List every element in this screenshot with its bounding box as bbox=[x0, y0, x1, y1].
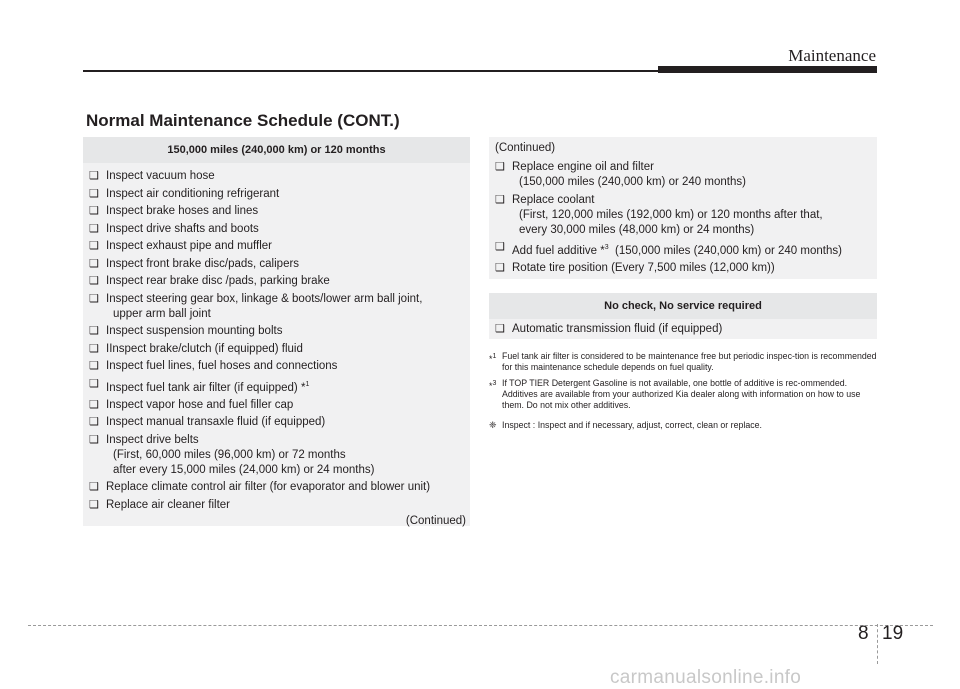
checklist-item bbox=[89, 169, 462, 184]
footnote-1-text: Fuel tank air filter is considered to be maintenance free but periodic inspec-tion is recommended for this maintenance schedule depends on fuel quality. bbox=[502, 351, 877, 372]
footnote-ref: 3 bbox=[604, 244, 609, 251]
checkbox-icon: ❑ bbox=[89, 170, 99, 182]
checklist-item-subtext: (First, 60,000 miles (96,000 km) or 72 months bbox=[113, 448, 346, 461]
header-rule bbox=[83, 70, 658, 72]
chapter-number: 8 bbox=[858, 623, 869, 644]
no-check-item-list bbox=[489, 319, 877, 337]
checklist-item-text: Rotate tire position (Every 7,500 miles (12,000 km)) bbox=[512, 262, 775, 275]
checkbox-icon: ❑ bbox=[495, 262, 505, 275]
checklist-item bbox=[89, 433, 462, 478]
checklist-item-text: Inspect exhaust pipe and muffler bbox=[106, 240, 273, 252]
footnote-3-text: If TOP TIER Detergent Gasoline is not available, one bottle of additive is rec-ommended. Additives are available from your authorized Kia dealer along with information on how to use them. Do not mix other additives. bbox=[502, 378, 861, 410]
checklist-item-text: Inspect drive shafts and boots bbox=[106, 222, 259, 235]
footer-divider bbox=[877, 624, 878, 664]
checklist-item bbox=[495, 261, 869, 276]
checklist-item-text: Inspect brake hoses and lines bbox=[106, 205, 259, 217]
checklist-item-text: Inspect drive belts bbox=[106, 433, 199, 446]
checklist-item-text: Replace climate control air filter (for evaporator and blower unit) bbox=[106, 481, 431, 494]
checklist-item bbox=[89, 498, 462, 513]
checkbox-icon: ❑ bbox=[89, 377, 99, 390]
footnote-ref: 1 bbox=[305, 380, 310, 388]
checkbox-icon: ❑ bbox=[89, 292, 99, 305]
checkbox-icon: ❑ bbox=[89, 481, 99, 494]
checklist-item bbox=[89, 257, 462, 272]
checklist-item bbox=[495, 240, 869, 259]
checkbox-icon: ❑ bbox=[89, 398, 99, 411]
checklist-item-subtext: upper arm ball joint bbox=[113, 307, 211, 320]
checklist-item-text: Inspect steering gear box, linkage & boots/lower arm ball joint, bbox=[106, 292, 423, 305]
continued-label: (Continued) bbox=[405, 515, 466, 528]
checklist-item bbox=[89, 377, 462, 396]
footnote-3 bbox=[489, 378, 879, 411]
checklist-item-text: Add fuel additive * bbox=[512, 244, 605, 257]
checklist-item-text: Replace coolant bbox=[512, 193, 595, 206]
checklist-item-text: Inspect suspension mounting bolts bbox=[106, 325, 283, 337]
checklist-item bbox=[89, 187, 462, 202]
checklist-item bbox=[89, 292, 462, 322]
checklist-item bbox=[89, 359, 462, 374]
footer-dashed-rule bbox=[28, 625, 933, 626]
checklist-item-text: Inspect fuel lines, fuel hoses and connections bbox=[106, 360, 338, 372]
checklist-item-text: Inspect rear brake disc /pads, parking brake bbox=[106, 275, 330, 287]
checkbox-icon: ❑ bbox=[89, 433, 99, 446]
checkbox-icon: ❑ bbox=[495, 323, 505, 335]
checklist-item-subtext: (First, 120,000 miles (192,000 km) or 120 months after that, bbox=[519, 208, 823, 221]
checklist-item-text: Inspect air conditioning refrigerant bbox=[106, 187, 280, 200]
checklist-item-text: IInspect brake/clutch (if equipped) fluid bbox=[106, 342, 303, 355]
checklist-item-subtext: every 30,000 miles (48,000 km) or 24 months) bbox=[519, 223, 755, 236]
header-bar bbox=[658, 66, 877, 73]
no-check-heading: No check, No service required bbox=[489, 293, 877, 319]
checkbox-icon: ❑ bbox=[89, 498, 99, 511]
checklist-item bbox=[89, 324, 462, 339]
checkbox-icon: ❑ bbox=[89, 187, 99, 200]
checkbox-icon: ❑ bbox=[89, 275, 99, 287]
checklist-item bbox=[89, 415, 462, 430]
checkbox-icon: ❑ bbox=[89, 325, 99, 337]
footnote-3-mark: *$^3$ bbox=[489, 380, 497, 391]
inspect-note-mark: ❈ bbox=[489, 420, 497, 430]
checkbox-icon: ❑ bbox=[495, 241, 505, 253]
left-panel-heading: 150,000 miles (240,000 km) or 120 months bbox=[83, 137, 470, 163]
no-check-panel bbox=[489, 293, 877, 339]
checklist-item bbox=[495, 193, 869, 238]
checklist-item bbox=[89, 239, 462, 254]
checkbox-icon: ❑ bbox=[89, 222, 99, 235]
checkbox-icon: ❑ bbox=[89, 342, 99, 355]
checklist-item-text: Replace engine oil and filter bbox=[512, 161, 654, 173]
checklist-item bbox=[89, 480, 462, 495]
inspect-note bbox=[489, 420, 879, 431]
right-item-list bbox=[489, 160, 877, 276]
continued-label-right: (Continued) bbox=[495, 142, 556, 154]
checklist-item bbox=[89, 222, 462, 237]
checklist-item-subtext: (150,000 miles (240,000 km) or 240 months) bbox=[519, 176, 746, 188]
checklist-item bbox=[89, 398, 462, 413]
checkbox-icon: ❑ bbox=[89, 257, 99, 270]
footnote-1 bbox=[489, 351, 879, 373]
checklist-item-text: Replace air cleaner filter bbox=[106, 498, 231, 511]
checklist-item-text: Inspect front brake disc/pads, calipers bbox=[106, 257, 300, 270]
left-item-list bbox=[83, 163, 470, 513]
right-schedule-panel bbox=[489, 137, 877, 279]
checkbox-icon: ❑ bbox=[89, 416, 99, 429]
header-title: Maintenance bbox=[788, 46, 876, 65]
checkbox-icon: ❑ bbox=[495, 193, 505, 206]
checkbox-icon: ❑ bbox=[495, 161, 505, 173]
checklist-item-text: Inspect vacuum hose bbox=[106, 170, 215, 182]
checkbox-icon: ❑ bbox=[89, 240, 99, 252]
checklist-item-text: Automatic transmission fluid (if equipped) bbox=[512, 323, 723, 335]
checklist-item bbox=[89, 204, 462, 219]
checklist-item-tail: (150,000 miles (240,000 km) or 240 months) bbox=[608, 244, 842, 257]
footnote-1-mark: *$^1$ bbox=[489, 353, 497, 364]
checklist-item-text: Inspect manual transaxle fluid (if equipped) bbox=[106, 416, 326, 429]
checklist-item bbox=[495, 322, 869, 337]
checkbox-icon: ❑ bbox=[89, 360, 99, 372]
checkbox-icon: ❑ bbox=[89, 205, 99, 217]
inspect-note-text: Inspect : Inspect and if necessary, adjust, correct, clean or replace. bbox=[502, 420, 762, 430]
page-number: 19 bbox=[882, 623, 904, 644]
left-schedule-panel bbox=[83, 137, 470, 526]
checklist-item bbox=[495, 160, 869, 190]
checklist-item-subtext: after every 15,000 miles (24,000 km) or 24 months) bbox=[113, 463, 375, 476]
section-title: Normal Maintenance Schedule (CONT.) bbox=[86, 111, 400, 130]
checklist-item-text: Inspect vapor hose and fuel filler cap bbox=[106, 398, 294, 411]
checklist-item-text: Inspect fuel tank air filter (if equipped) * bbox=[106, 381, 306, 394]
watermark-logo: carmanualsonline.info bbox=[610, 667, 802, 688]
checklist-item bbox=[89, 342, 462, 357]
checklist-item bbox=[89, 274, 462, 289]
